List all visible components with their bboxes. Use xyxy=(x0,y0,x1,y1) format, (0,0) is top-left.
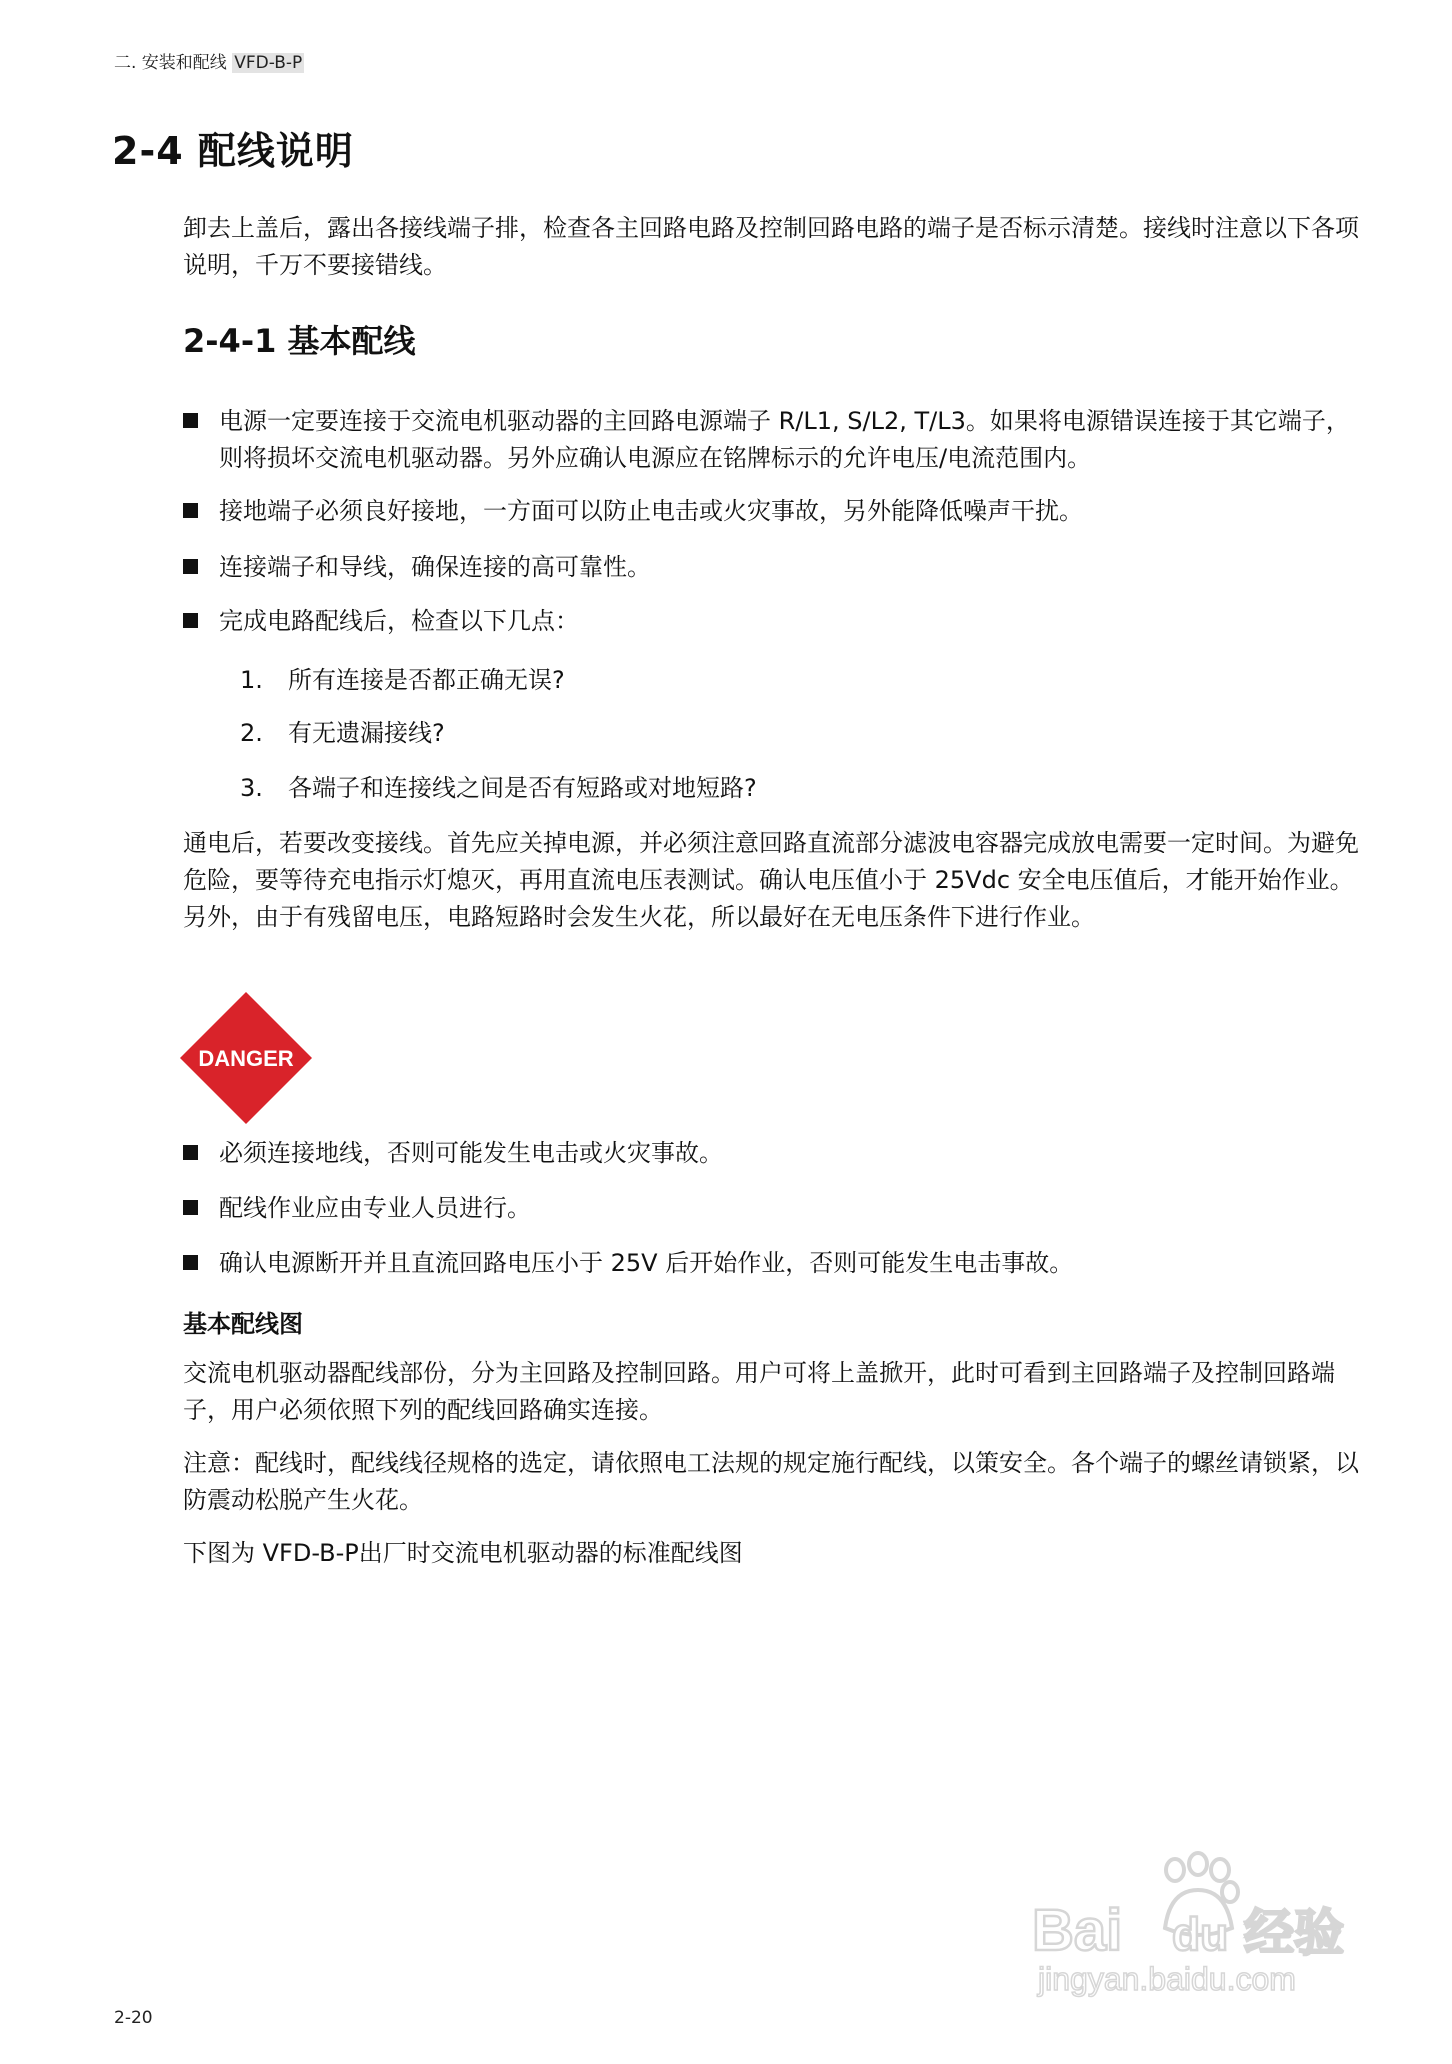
checklist-item xyxy=(240,715,445,752)
danger-sign-icon xyxy=(178,990,314,1126)
bullet-text: 必须连接地线，否则可能发生电击或火灾事故。 xyxy=(219,1139,723,1167)
danger-bullet-item xyxy=(183,1190,1373,1227)
section-title: 2-4 配线说明 xyxy=(112,129,354,173)
diagram-paragraph: 交流电机驱动器配线部份，分为主回路及控制回路。用户可将上盖掀开，此时可看到主回路端子及控制回路端子，用户必须依照下列的配线回路确实连接。 xyxy=(183,1359,1335,1424)
checklist-item xyxy=(240,770,757,807)
watermark-brand-right: du xyxy=(1172,1908,1229,1960)
bullet-text: 连接端子和导线，确保连接的高可靠性。 xyxy=(219,553,651,581)
bullet-text: 完成电路配线后，检查以下几点： xyxy=(219,607,579,635)
header-section: 二. 安装和配线 xyxy=(114,53,227,73)
bullet-text: 接地端子必须良好接地，一方面可以防止电击或火灾事故，另外能降低噪声干扰。 xyxy=(219,497,1083,525)
watermark-brand-cn: 经验 xyxy=(1244,1904,1344,1962)
bullet-item xyxy=(183,603,1373,640)
checklist-text: 有无遗漏接线? xyxy=(288,719,445,747)
bullet-text: 电源一定要连接于交流电机驱动器的主回路电源端子 R/L1, S/L2, T/L3。如果将电源错误连接于其它端子，则将损坏交流电机驱动器。另外应确认电源应在铭牌标示的允许电压/电流范围内。 xyxy=(219,407,1350,472)
checklist-item xyxy=(240,662,565,699)
watermark-brand-left: Bai xyxy=(1032,1898,1123,1963)
bullet-square-icon xyxy=(183,503,198,518)
bullet-square-icon xyxy=(183,1200,198,1215)
intro-paragraph: 卸去上盖后，露出各接线端子排，检查各主回路电路及控制回路电路的端子是否标示清楚。接线时注意以下各项说明，千万不要接错线。 xyxy=(183,214,1359,279)
page-number: 2-20 xyxy=(114,2008,153,2028)
checklist-number: 1. xyxy=(240,666,263,694)
danger-label: DANGER xyxy=(198,1046,294,1071)
diagram-heading: 基本配线图 xyxy=(183,1310,303,1338)
running-header xyxy=(114,48,304,73)
bullet-item xyxy=(183,493,1373,530)
bullet-square-icon xyxy=(183,559,198,574)
bullet-text: 配线作业应由专业人员进行。 xyxy=(219,1194,531,1222)
baidu-watermark-logo xyxy=(1030,1850,1370,2000)
checklist-number: 2. xyxy=(240,719,263,747)
danger-bullet-item xyxy=(183,1135,1373,1172)
bullet-square-icon xyxy=(183,1255,198,1270)
bullet-square-icon xyxy=(183,1145,198,1160)
bullet-item xyxy=(183,403,1373,477)
bullet-item xyxy=(183,549,1373,586)
checklist-number: 3. xyxy=(240,774,263,802)
checklist-text: 各端子和连接线之间是否有短路或对地短路? xyxy=(288,774,757,802)
subsection-title: 2-4-1 基本配线 xyxy=(183,322,416,360)
bullet-square-icon xyxy=(183,413,198,428)
bullet-square-icon xyxy=(183,613,198,628)
watermark-url: jingyan.baidu.com xyxy=(1038,1961,1296,1997)
checklist-text: 所有连接是否都正确无误? xyxy=(288,666,565,694)
wiring-caution-paragraph: 注意：配线时，配线线径规格的选定，请依照电工法规的规定施行配线，以策安全。各个端子的螺丝请锁紧，以防震动松脱产生火花。 xyxy=(183,1449,1359,1514)
bullet-text: 确认电源断开并且直流回路电压小于 25V 后开始作业，否则可能发生电击事故。 xyxy=(219,1249,1074,1277)
power-note-paragraph: 通电后，若要改变接线。首先应关掉电源，并必须注意回路直流部分滤波电容器完成放电需要一定时间。为避免危险，要等待充电指示灯熄灭，再用直流电压表测试。确认电压值小于 25Vdc 安全电压值后，才能开始作业。另外，由于有残留电压，电路短路时会发生火花，所以最好在无电压条件下进行作业。 xyxy=(183,829,1359,931)
diagram-caption: 下图为 VFD-B-P出厂时交流电机驱动器的标准配线图 xyxy=(183,1539,743,1567)
header-model: VFD-B-P xyxy=(234,53,303,73)
danger-bullet-item xyxy=(183,1245,1373,1282)
